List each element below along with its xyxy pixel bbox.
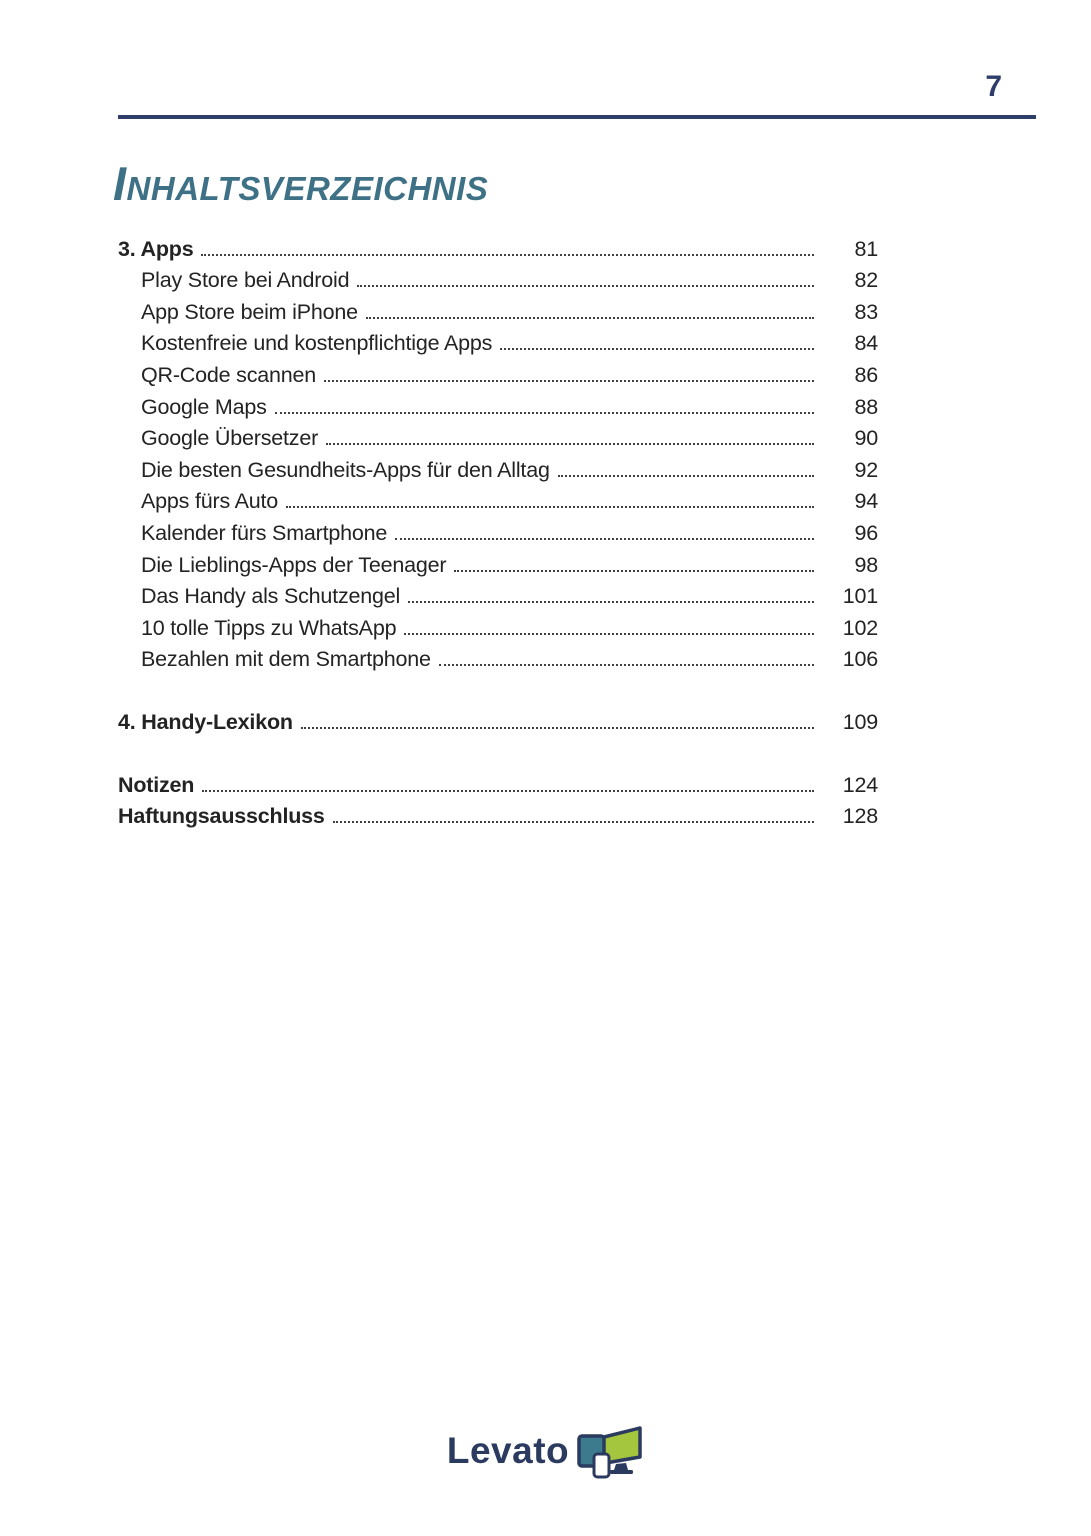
dot-leader <box>454 570 814 572</box>
devices-icon <box>576 1424 644 1480</box>
dot-leader <box>439 664 814 666</box>
toc-row <box>118 644 878 676</box>
toc-entry-page-number: 128 <box>842 804 878 829</box>
header-rule <box>118 115 1036 119</box>
toc-row <box>118 233 878 265</box>
toc-row <box>118 328 878 360</box>
toc-row <box>118 581 878 613</box>
logo-text: Levato <box>446 1429 570 1471</box>
dot-leader <box>324 380 814 382</box>
page-number: 7 <box>985 70 1002 103</box>
toc-entry-page-number: 102 <box>842 615 878 640</box>
toc-row <box>118 423 878 455</box>
toc-entry-page-number: 92 <box>854 457 878 482</box>
dot-leader <box>333 821 814 823</box>
dot-leader <box>357 285 814 287</box>
dot-leader <box>408 601 814 603</box>
toc-row <box>118 359 878 391</box>
toc-row <box>118 296 878 328</box>
toc-row <box>118 454 878 486</box>
dot-leader <box>395 538 814 540</box>
dot-leader <box>326 443 814 445</box>
toc-entry-page-number: 124 <box>842 772 878 797</box>
dot-leader <box>558 475 814 477</box>
toc-row <box>118 486 878 518</box>
toc-entry-label: Haftungsausschluss <box>118 804 325 829</box>
toc-entry-label: Play Store bei Android <box>141 268 350 293</box>
toc-entry-page-number: 82 <box>854 268 878 293</box>
toc-row <box>118 706 878 738</box>
toc-entry-page-number: 88 <box>854 394 878 419</box>
toc-row <box>118 612 878 644</box>
toc-row <box>118 517 878 549</box>
toc-row <box>118 769 878 801</box>
dot-leader <box>404 633 814 635</box>
toc-entry-label: Die Lieblings-Apps der Teenager <box>141 552 447 577</box>
page-title: Inhaltsverzeichnis <box>113 157 489 210</box>
toc-list <box>118 233 878 832</box>
toc-entry-page-number: 106 <box>842 647 878 672</box>
dot-leader <box>500 348 814 350</box>
toc-entry-page-number: 90 <box>854 426 878 451</box>
toc-entry-page-number: 109 <box>842 709 878 734</box>
toc-entry-label: Kalender fürs Smartphone <box>141 520 388 545</box>
toc-entry-page-number: 81 <box>854 236 878 261</box>
phone-icon <box>594 1454 609 1477</box>
toc-entry-label: Bezahlen mit dem Smartphone <box>141 647 431 672</box>
levato-logo <box>0 1424 1091 1480</box>
dot-leader <box>366 317 814 319</box>
toc-entry-label: 4. Handy-Lexikon <box>118 709 293 734</box>
toc-entry-label: 3. Apps <box>118 236 194 261</box>
dot-leader <box>201 254 814 256</box>
toc-entry-label: Das Handy als Schutzengel <box>141 584 401 609</box>
toc-row <box>118 391 878 423</box>
toc-entry-page-number: 83 <box>854 299 878 324</box>
toc-entry-page-number: 86 <box>854 362 878 387</box>
dot-leader <box>301 727 814 729</box>
toc-entry-page-number: 98 <box>854 552 878 577</box>
toc-row <box>118 265 878 297</box>
toc-entry-label: 10 tolle Tipps zu WhatsApp <box>141 615 397 640</box>
toc-entry-label: Notizen <box>118 772 195 797</box>
toc-entry-page-number: 84 <box>854 331 878 356</box>
toc-entry-label: QR-Code scannen <box>141 362 317 387</box>
toc-entry-label: Google Übersetzer <box>141 426 319 451</box>
dot-leader <box>275 412 814 414</box>
toc-row <box>118 549 878 581</box>
toc-entry-label: Google Maps <box>141 394 267 419</box>
dot-leader <box>286 506 814 508</box>
toc-entry-label: App Store beim iPhone <box>141 299 358 324</box>
toc-row <box>118 801 878 833</box>
toc-entry-page-number: 94 <box>854 489 878 514</box>
toc-entry-label: Kostenfreie und kostenpflichtige Apps <box>141 331 493 356</box>
toc-entry-label: Apps fürs Auto <box>141 489 279 514</box>
toc-entry-label: Die besten Gesundheits-Apps für den Alltag <box>141 457 550 482</box>
dot-leader <box>202 790 814 792</box>
toc-entry-page-number: 101 <box>842 584 878 609</box>
toc-entry-page-number: 96 <box>854 520 878 545</box>
